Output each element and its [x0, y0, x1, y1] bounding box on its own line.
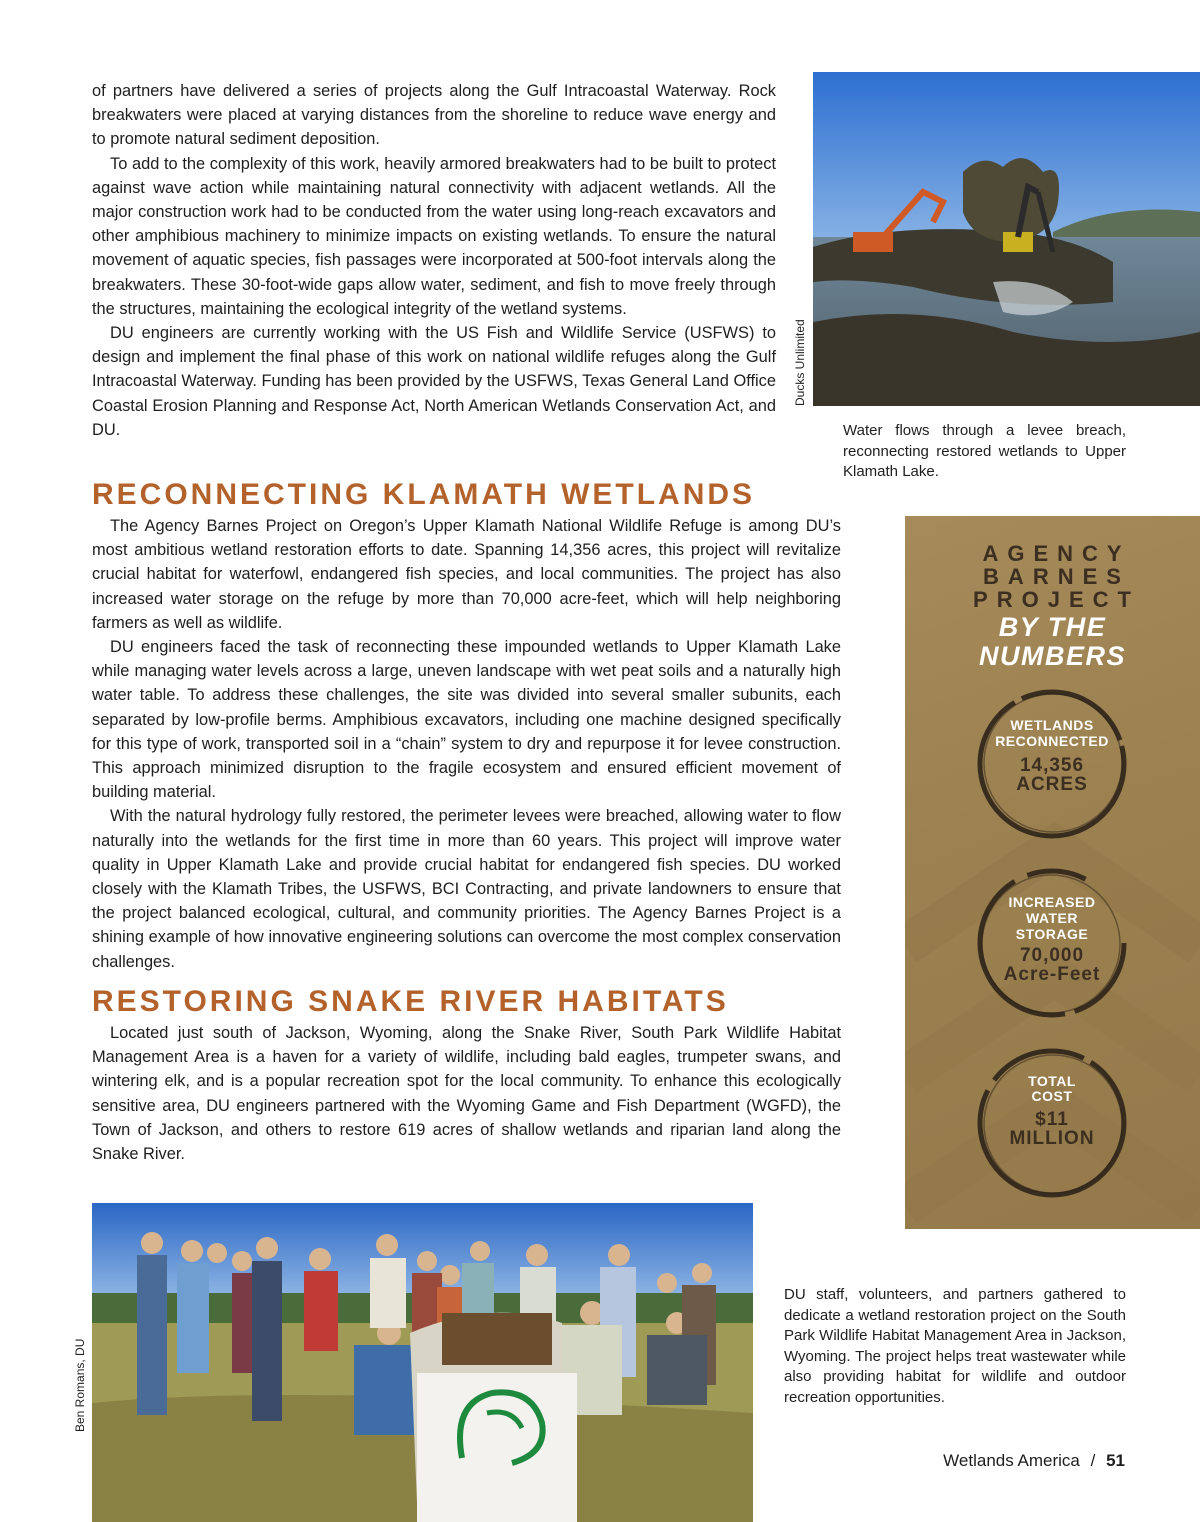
stat-ring-icon — [967, 858, 1137, 1028]
stat-value: Acre-Feet — [1003, 964, 1101, 985]
sidebar-subtitle-line: NUMBERS — [978, 641, 1126, 671]
stat-label: WATER — [1025, 910, 1078, 926]
dedication-group-photo — [92, 1203, 753, 1522]
group-photo-illustration — [92, 1203, 753, 1522]
klamath-text-block — [92, 514, 841, 974]
stat-label: WETLANDS — [1010, 717, 1094, 733]
page-footer — [943, 1451, 1125, 1471]
intro-paragraph: DU engineers are currently working with the US Fish and Wildlife Service (USFWS) to design and implement the final phase of this work on national wildlife refuges along the Gulf Intracoastal Waterway. Funding has been provided by the USFWS, Texas General Land Office Coastal Erosion Planning and Response Act, North American Wetlands Conservation Act, and DU. — [92, 324, 776, 439]
bottom-photo-credit: Ben Romans, DU — [73, 1338, 87, 1432]
klamath-paragraph: DU engineers faced the task of reconnecting these impounded wetlands to Upper Klamath Lake while managing water levels across a large, uneven landscape with wet peat soils and a naturally high water table. To address these challenges, the site was divided into several smaller subunits, each separated by low-profile berms. Amphibious excavators, including one machine designed specifically for this type of work, transported soil in a “chain” system to dry and repurpose it for levee construction. This approach minimized disruption to the fragile ecosystem and ensured efficient movement of building material. — [92, 638, 841, 802]
top-photo-caption: Water flows through a levee breach, reconnecting restored wetlands to Upper Klamath Lake. — [843, 422, 1126, 480]
stat-water-storage — [967, 858, 1137, 1028]
footer-separator: / — [1090, 1451, 1096, 1470]
stat-wetlands-reconnected — [967, 679, 1137, 849]
snake-heading: RESTORING SNAKE RIVER HABITATS — [92, 985, 729, 1018]
stat-value: $11 — [1035, 1109, 1069, 1130]
stat-total-cost — [967, 1038, 1137, 1208]
stat-value: MILLION — [1009, 1128, 1095, 1149]
stat-value: 14,356 — [1019, 755, 1085, 776]
klamath-paragraph: The Agency Barnes Project on Oregon’s Upper Klamath National Wildlife Refuge is among DU’s most ambitious wetland restoration efforts to date. Spanning 14,356 acres, this project will revitalize crucial habitat for waterfowl, endangered fish species, and local communities. The project has also increased water storage on the refuge by more than 70,000 acre-feet, which will help neighboring farmers as well as wildlife. — [92, 517, 841, 632]
sidebar-title-line: BARNES — [983, 564, 1130, 589]
publication-name: Wetlands America — [943, 1451, 1080, 1470]
stat-label: INCREASED — [1008, 894, 1096, 910]
sidebar-title-line: PROJECT — [973, 587, 1140, 612]
levee-breach-photo — [813, 72, 1200, 406]
snake-paragraph: Located just south of Jackson, Wyoming, along the Snake River, South Park Wildlife Habitat Management Area is a haven for a variety of wildlife, including bald eagles, trumpeter swans, and wintering elk, and is a popular recreation spot for the local community. To enhance this ecologically sensitive area, DU engineers partnered with the Wyoming Game and Fish Department (WGFD), the Town of Jackson, and others to restore 619 acres of shallow wetlands and riparian land along the Snake River. — [92, 1024, 841, 1164]
stat-value: 70,000 — [1019, 945, 1085, 966]
stat-value: ACRES — [1016, 774, 1088, 795]
klamath-paragraph: With the natural hydrology fully restored, the perimeter levees were breached, allowing water to flow naturally into the wetlands for the first time in more than 60 years. This project will improve water quality in Upper Klamath Lake and provide crucial habitat for endangered fish species. DU worked closely with the Klamath Tribes, the USFWS, BCI Contracting, and private landowners to ensure that the project balanced ecological, cultural, and community priorities. The Agency Barnes Project is a shining example of how innovative engineering solutions can overcome the most complex conservation challenges. — [92, 807, 841, 971]
stat-label: COST — [1031, 1088, 1073, 1104]
sidebar-title-line: AGENCY — [982, 541, 1131, 566]
intro-text-block — [92, 79, 776, 442]
top-photo-credit: Ducks Unlimited — [793, 319, 807, 406]
snake-text-block — [92, 1021, 841, 1166]
page-number: 51 — [1106, 1451, 1125, 1470]
stat-label: TOTAL — [1028, 1073, 1076, 1089]
klamath-heading: RECONNECTING KLAMATH WETLANDS — [92, 478, 756, 511]
stat-label: RECONNECTED — [995, 733, 1109, 749]
bottom-photo-caption: DU staff, volunteers, and partners gathered to dedicate a wetland restoration project on the South Park Wildlife Habitat Management Area in Jackson, Wyoming. The project helps treat wastewater while also providing habitat for wildlife and outdoor recreation opportunities. — [784, 1286, 1126, 1406]
sidebar-subtitle-line: BY THE — [998, 612, 1107, 642]
levee-breach-illustration — [813, 72, 1200, 406]
intro-paragraph: To add to the complexity of this work, heavily armored breakwaters had to be built to protect against wave action while maintaining natural connectivity with adjacent wetlands. All the major construction work had to be conducted from the water using long-reach excavators and other amphibious machinery to minimize impacts on existing wetlands. To ensure the natural movement of aquatic species, fish passages were incorporated at 500-foot intervals along the breakwaters. These 30-foot-wide gaps allow water, sediment, and fish to move freely through the structures, maintaining the ecological integrity of the wetland systems. — [92, 154, 776, 318]
by-the-numbers-sidebar — [905, 516, 1200, 1229]
intro-paragraph: of partners have delivered a series of projects along the Gulf Intracoastal Waterway. Rock breakwaters were placed at varying distances from the shoreline to reduce wave energy and to promote natural sediment deposition. — [92, 82, 776, 149]
stat-label: STORAGE — [1015, 926, 1089, 942]
